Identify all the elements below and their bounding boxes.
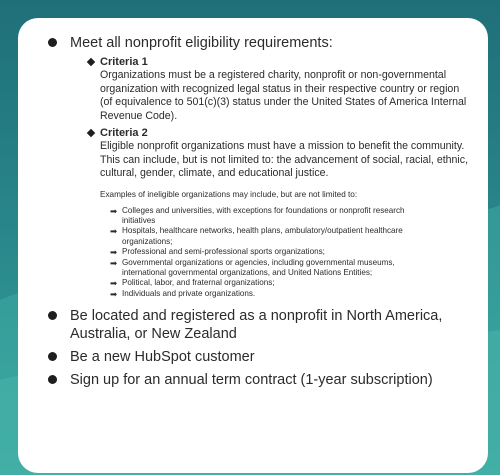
arrow-right-icon: ➡: [110, 205, 118, 216]
requirement-item: [48, 307, 470, 343]
requirement-text: Sign up for an annual term contract (1-year subscription): [70, 372, 433, 389]
criteria-1: [100, 55, 470, 123]
requirement-text: Meet all nonprofit eligibility requirements:: [70, 35, 333, 51]
bullet-dot-icon: [48, 38, 57, 47]
bullet-dot-icon: [48, 375, 57, 384]
criteria-body: Organizations must be a registered charity, nonprofit or non-governmental organization with recognized legal status in their respective country or region (of equivalence to 501(c)(3) status under the United States of America Internal Revenue Code).: [100, 69, 467, 122]
requirement-item: [48, 348, 470, 366]
arrow-right-icon: ➡: [110, 257, 118, 268]
list-item: ➡ Professional and semi-professional sports organizations;: [110, 247, 325, 258]
arrow-right-icon: ➡: [110, 247, 118, 258]
arrow-right-icon: ➡: [110, 226, 118, 237]
criteria-title: Criteria 1: [100, 56, 148, 68]
remaining-requirements: [48, 307, 470, 389]
criteria-title: Criteria 2: [100, 127, 148, 139]
list-item: ➡ Individuals and private organizations.: [110, 288, 256, 299]
diamond-icon: [87, 58, 95, 66]
list-item: ➡ Political, labor, and fraternal organizations;: [110, 278, 275, 289]
bullet-dot-icon: [48, 352, 57, 361]
list-item: ➡ Governmental organizations or agencies, including governmental museums, international governmental organizations, and United Nations Entities;: [110, 257, 395, 277]
requirement-item: [48, 34, 470, 52]
diamond-icon: [87, 129, 95, 137]
requirement-text: Be located and registered as a nonprofit in North America, Australia, or New Zealand: [70, 308, 443, 343]
examples-intro: Examples of ineligible organizations may include, but are not limited to:: [100, 189, 358, 199]
ineligible-examples-list: [110, 206, 430, 300]
criteria-2: [100, 126, 470, 181]
requirement-text: Be a new HubSpot customer: [70, 349, 255, 366]
list-item: ➡ Hospitals, healthcare networks, health plans, ambulatory/outpatient healthcare organizations;: [110, 226, 403, 246]
arrow-right-icon: ➡: [110, 288, 118, 299]
requirement-item: [48, 371, 470, 389]
bullet-dot-icon: [48, 311, 57, 320]
arrow-right-icon: ➡: [110, 278, 118, 289]
list-item: ➡ Colleges and universities, with exceptions for foundations or nonprofit research initiatives: [110, 205, 405, 225]
eligibility-card: [18, 18, 488, 473]
criteria-body: Eligible nonprofit organizations must have a mission to benefit the community. This can include, but is not limited to: the advancement of social, racial, ethnic, cultural, gender, climate, and educational justice.: [100, 140, 469, 179]
